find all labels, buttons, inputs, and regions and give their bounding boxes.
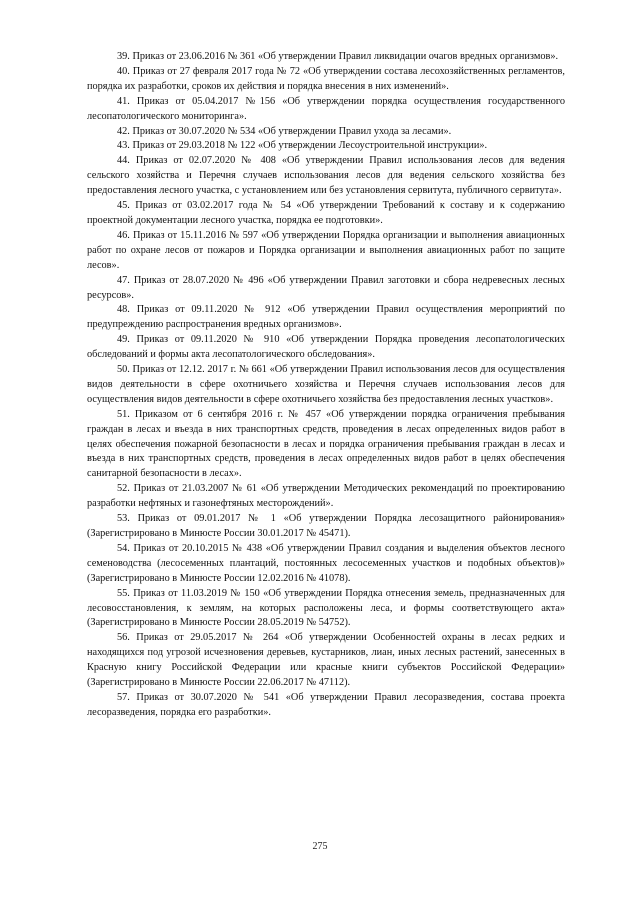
list-item-48: 48. Приказ от 09.11.2020 № 912 «Об утверждении Правил осуществления мероприятий по предупреждению распространения вредных организмов». [87,304,565,331]
list-item-50: 50. Приказ от 12.12. 2017 г. № 661 «Об утверждении Правил использования лесов для осуществления видов деятельности в сфере охотничьего хозяйства и Перечня случаев использования лесов для осуществления видов деятельности в сфере охотничьего хозяйства без предоставления лесных участков». [87,364,565,405]
page-number: 275 [312,841,328,852]
list-item-49: 49. Приказ от 09.11.2020 № 910 «Об утверждении Порядка проведения лесопатологических обследований и формы акта лесопатологического обследования». [87,334,565,361]
list-item-57: 57. Приказ от 30.07.2020 № 541 «Об утверждении Правил лесоразведения, состава проекта лесоразведения, порядка его разработки». [87,691,565,718]
list-item-46: 46. Приказ от 15.11.2016 № 597 «Об утверждении Порядка организации и выполнения авиационных работ по охране лесов от пожаров и Порядка организации и выполнения авиационных работ по защите лесов». [87,229,565,271]
list-item-47: 47. Приказ от 28.07.2020 № 496 «Об утверждении Правил заготовки и сбора недревесных лесных ресурсов». [87,274,565,301]
list-item-45: 45. Приказ от 03.02.2017 года № 54 «Об утверждении Требований к составу и к содержанию проектной документации лесного участка, порядка ее подготовки». [87,200,565,226]
list-item-44: 44. Приказ от 02.07.2020 № 408 «Об утверждении Правил использования лесов для ведения сельского хозяйства и Перечня случаев использования лесов для ведения сельского хозяйства без предоставления лесного участка, с установлением или без установления сервитута, публичного сервитута». [87,155,565,197]
list-item-41: 41. Приказ от 05.04.2017 №156 «Об утверждении порядка осуществления государственного лесопатологического мониторинга». [87,95,565,122]
list-item-53: 53. Приказ от 09.01.2017 № 1 «Об утверждении Порядка лесозащитного районирования» (Зарегистрировано в Минюсте России 30.01.2017 № 45471). [87,513,565,539]
list-item-39: 39. Приказ от 23.06.2016 № 361 «Об утверждении Правил ликвидации очагов вредных организмов». [117,51,559,62]
list-item-40: 40. Приказ от 27 февраля 2017 года № 72 «Об утверждении состава лесохозяйственных регламентов, порядка их разработки, сроков их действия и порядка внесения в них изменений». [87,65,565,92]
list-item-52: 52. Приказ от 21.03.2007 № 61 «Об утверждении Методических рекомендаций по проектированию разработки нефтяных и газонефтяных месторождений». [87,483,565,510]
document-body [87,50,565,721]
list-item-51: 51. Приказом от 6 сентября 2016 г. № 457 «Об утверждении порядка ограничения пребывания граждан в лесах и въезда в них транспортных средств, проведения в лесах определенных видов работ в целях обеспечения пожарной безопасности в лесах и порядка ограничения пребывания граждан в лесах и въезда в них транспортных средств, проведения в лесах определенных видов работ в целях обеспечения санитарной безопасности в лесах». [87,408,565,480]
list-item-54: 54. Приказ от 20.10.2015 № 438 «Об утверждении Правил создания и выделения объектов лесного семеноводства (лесосеменных плантаций, постоянных лесосеменных участков и подобных объектов)» (Зарегистрировано в Минюсте России 12.02.2016 № 41078). [87,542,565,584]
list-item-42: 42. Приказ от 30.07.2020 № 534 «Об утверждении Правил ухода за лесами». [117,125,452,137]
list-item-43: 43. Приказ от 29.03.2018 № 122 «Об утверждении Лесоустроительной инструкции». [117,140,488,152]
list-item-56: 56. Приказ от 29.05.2017 № 264 «Об утверждении Особенностей охраны в лесах редких и находящихся под угрозой исчезновения деревьев, кустарников, лиан, иных лесных растений, занесенных в Красную книгу Российской Федерации или красные книги субъектов Российской Федерации» (Зарегистрировано в Минюсте России 22.06.2017 № 47112). [87,632,565,689]
list-item-55: 55. Приказ от 11.03.2019 № 150 «Об утверждении Порядка отнесения земель, предназначенных для лесовосстановления, к землям, на которых расположены леса, и формы соответствующего акта» (Зарегистрировано в Минюсте России 28.05.2019 № 54752). [87,587,565,629]
